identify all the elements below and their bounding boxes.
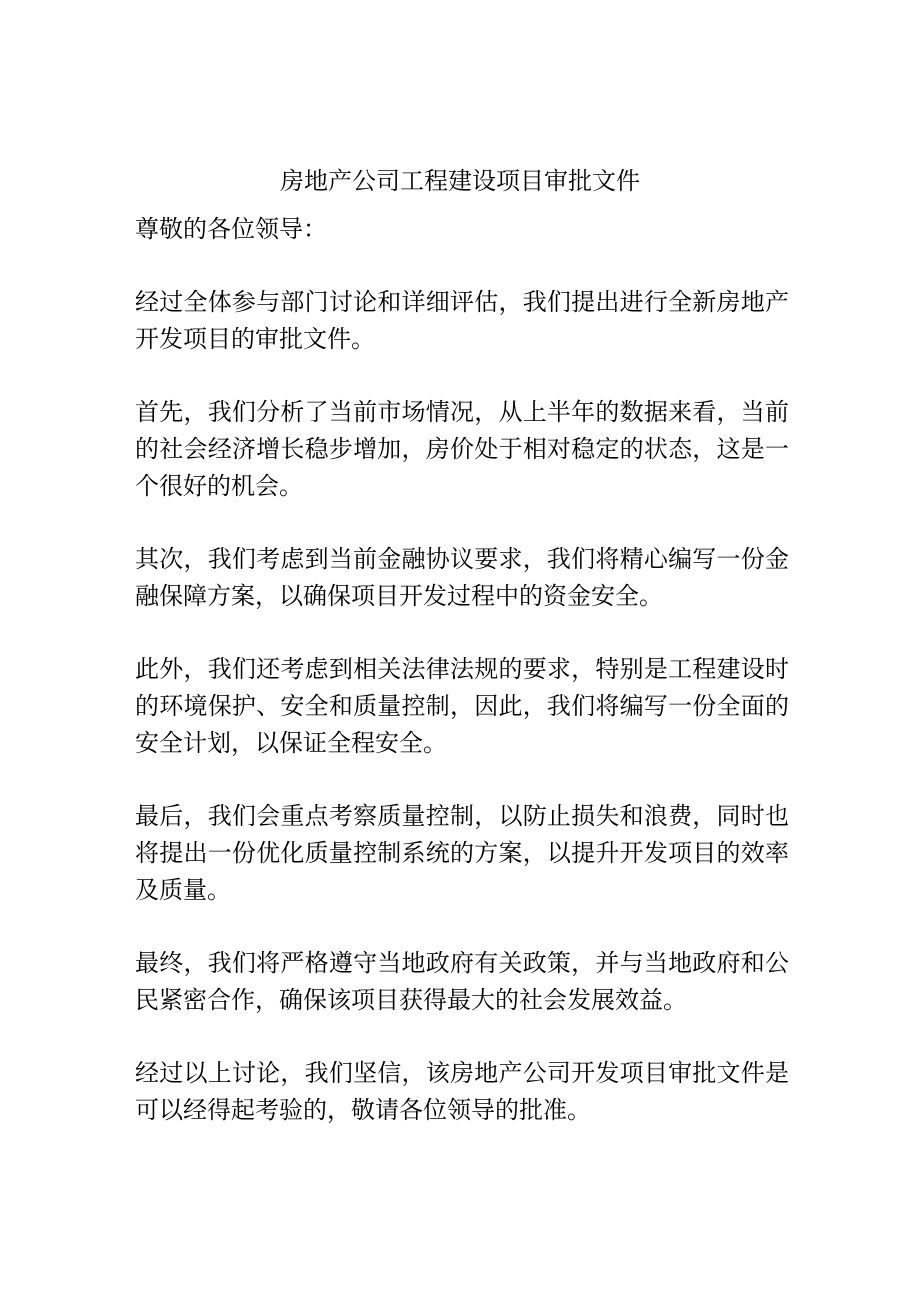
paragraph-1: 经过全体参与部门讨论和详细评估，我们提出进行全新房地产开发项目的审批文件。: [135, 288, 789, 353]
paragraph-2: 首先，我们分析了当前市场情况，从上半年的数据来看，当前的社会经济增长稳步增加，房价处于相对稳定的状态，这是一个很好的机会。: [135, 398, 789, 500]
salutation: 尊敬的各位领导：: [135, 215, 327, 243]
paragraph-6: 最终，我们将严格遵守当地政府有关政策，并与当地政府和公民紧密合作，确保该项目获得最大的社会发展效益。: [135, 949, 789, 1014]
paragraph-4: 此外，我们还考虑到相关法律法规的要求，特别是工程建设时的环境保护、安全和质量控制，因此，我们将编写一份全面的安全计划，以保证全程安全。: [135, 655, 789, 757]
paragraph-3: 其次，我们考虑到当前金融协议要求，我们将精心编写一份金融保障方案，以确保项目开发过程中的资金安全。: [135, 545, 789, 610]
document-title: 房地产公司工程建设项目审批文件: [280, 167, 640, 195]
paragraph-5: 最后，我们会重点考察质量控制，以防止损失和浪费，同时也将提出一份优化质量控制系统的方案，以提升开发项目的效率及质量。: [135, 802, 789, 904]
paragraph-7: 经过以上讨论，我们坚信，该房地产公司开发项目审批文件是可以经得起考验的，敬请各位领导的批准。: [135, 1059, 789, 1124]
document-body: [135, 211, 789, 1165]
